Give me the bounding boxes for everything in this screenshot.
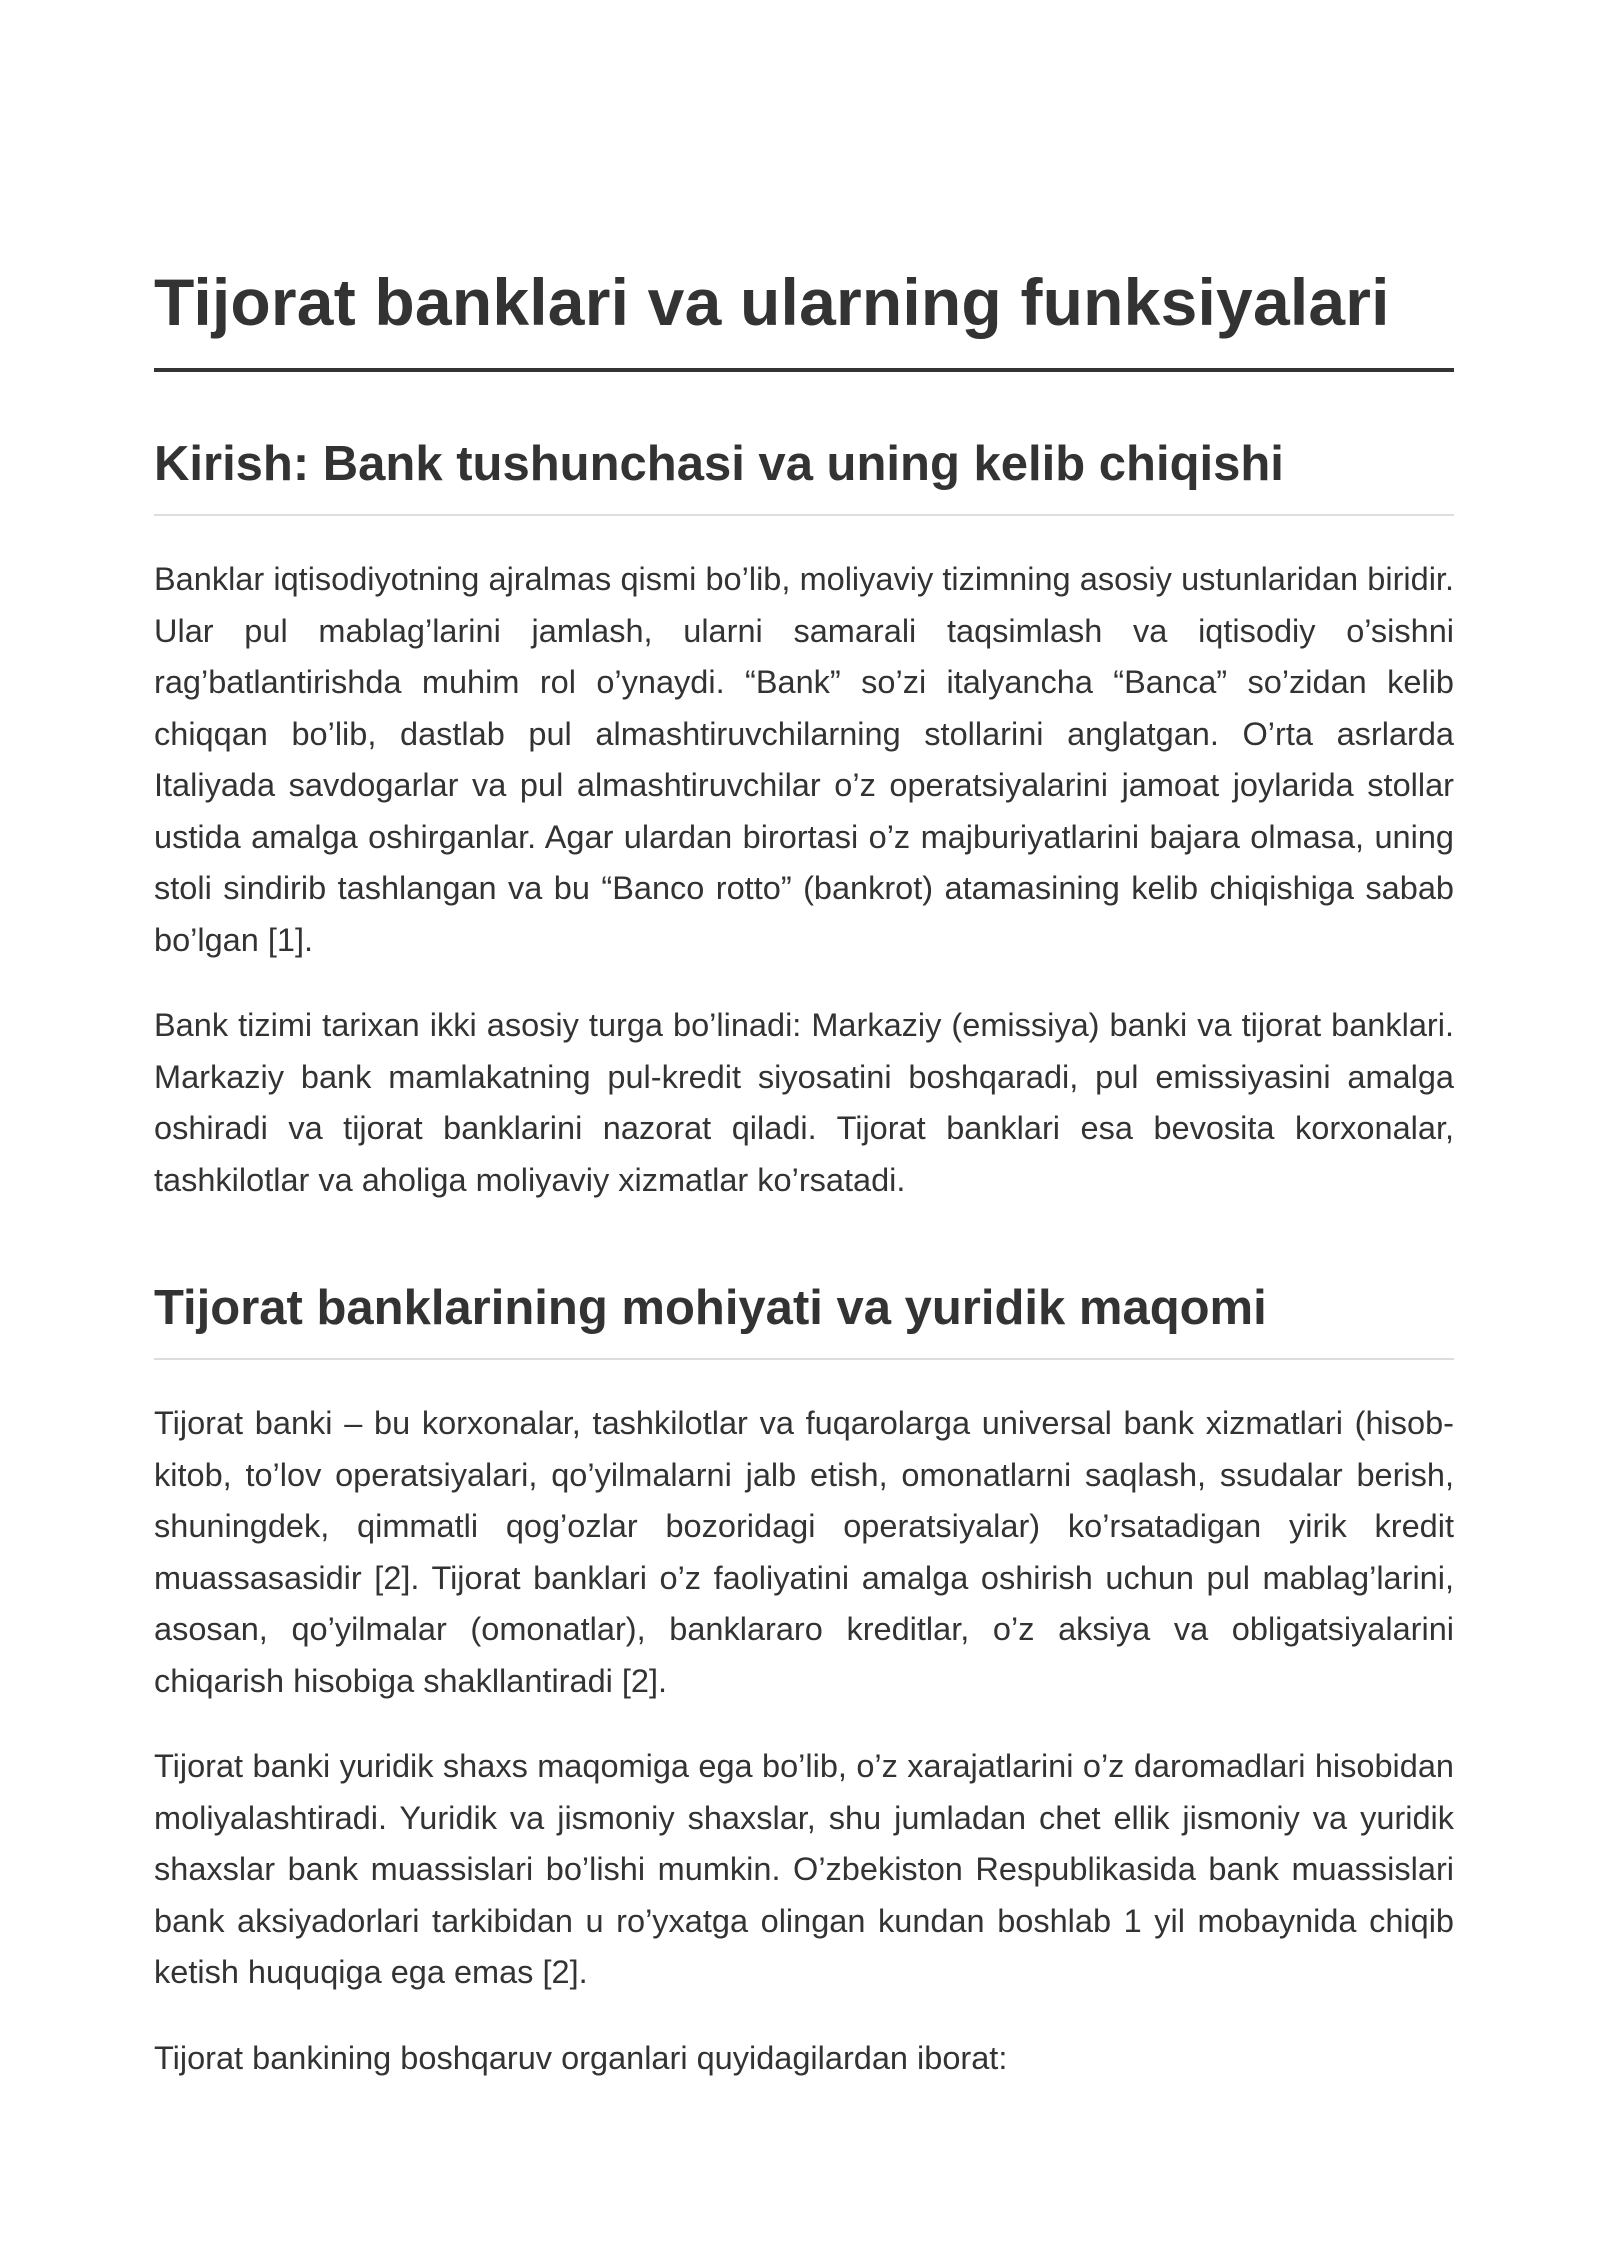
section-divider xyxy=(154,1358,1454,1360)
paragraph-legal-status: Tijorat banki yuridik shaxs maqomiga ega bo’lib, o’z xarajatlarini o’z daromadlari hisobidan moliyalashtiradi. Yuridik va jismoniy shaxslar, shu jumladan chet ellik jismoniy va yuridik shaxslar bank muassislari bo’lishi mumkin. O’zbekiston Respublikasida bank muassislari bank aksiyadorlari tarkibidan u ro’yxatga olingan kundan boshlab 1 yil mobaynida chiqib ketish huquqiga ega emas [2]. xyxy=(154,1748,1454,1990)
paragraph-commercial-bank-definition: Tijorat banki – bu korxonalar, tashkilotlar va fuqarolarga universal bank xizmatlari (hisob-kitob, to’lov operatsiyalari, qo’yilmalarni jalb etish, omonatlarni saqlash, ssudalar berish, shuningdek, qimmatli qog’ozlar bozoridagi operatsiyalar) ko’rsatadigan yirik kredit muassasasidir [2]. Tijorat banklari o’z faoliyatini amalga oshirish uchun pul mablag’larini, asosan, qo’yilmalar (omonatlar), banklararo kreditlar, o’z aksiya va obligatsiyalarini chiqarish hisobiga shakllantiradi [2]. xyxy=(154,1405,1454,1699)
paragraph-governing-bodies-intro: Tijorat bankining boshqaruv organlari quyidagilardan iborat: xyxy=(154,2039,1008,2076)
section-divider xyxy=(154,514,1454,516)
paragraph-bank-origin: Banklar iqtisodiyotning ajralmas qismi bo’lib, moliyaviy tizimning asosiy ustunlaridan biridir. Ular pul mablag’larini jamlash, ularni samarali taqsimlash va iqtisodiy o’sishni rag’batlantirishda muhim rol o’ynaydi. “Bank” so’zi italyancha “Banca” so’zidan kelib chiqqan bo’lib, dastlab pul almashtiruvchilarning stollarini anglatgan. O’rta asrlarda Italiyada savdogarlar va pul almashtiruvchilar o’z operatsiyalarini jamoat joylarida stollar ustida amalga oshirganlar. Agar ulardan birortasi o’z majburiyatlarini bajara olmasa, uning stoli sindirib tashlangan va bu “Banco rotto” (bankrot) atamasining kelib chiqishiga sabab bo’lgan [1]. xyxy=(154,561,1454,958)
document-title: Tijorat banklari va ularning funksiyalari xyxy=(154,265,1390,339)
section-heading-nature-legal-status: Tijorat banklarining mohiyati va yuridik maqomi xyxy=(154,1281,1267,1335)
title-divider xyxy=(154,368,1454,372)
section-heading-introduction: Kirish: Bank tushunchasi va uning kelib chiqishi xyxy=(154,437,1284,491)
document-page xyxy=(154,262,1454,2084)
paragraph-bank-types: Bank tizimi tarixan ikki asosiy turga bo’linadi: Markaziy (emissiya) banki va tijorat banklari. Markaziy bank mamlakatning pul-kredit siyosatini boshqaradi, pul emissiyasini amalga oshiradi va tijorat banklarini nazorat qiladi. Tijorat banklari esa bevosita korxonalar, tashkilotlar va aholiga moliyaviy xizmatlar ko’rsatadi. xyxy=(154,1007,1454,1198)
